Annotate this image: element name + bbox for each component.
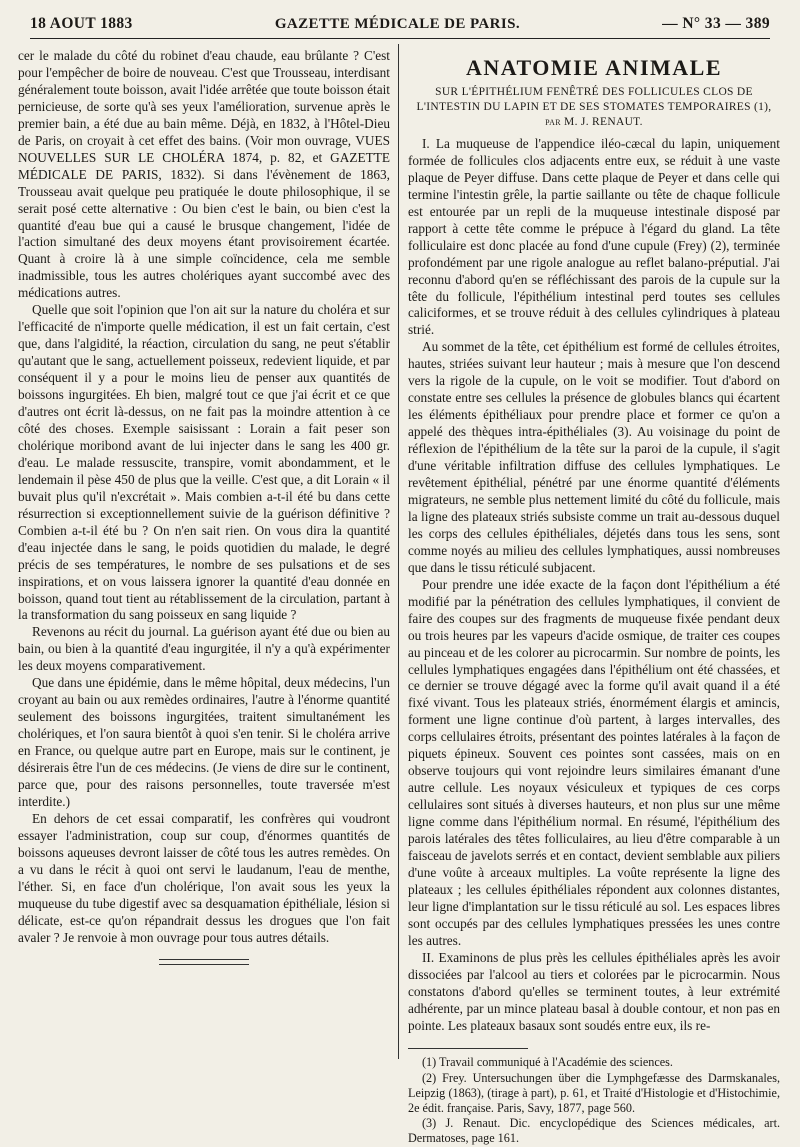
header-date: 18 AOUT 1883 — [30, 15, 133, 32]
footnote: (3) J. Renaut. Dic. encyclopédique des Sciences médicales, art. Dermatoses, page 161. — [408, 1116, 780, 1146]
left-paragraph: En dehors de cet essai comparatif, les confrères qui voudront essayer l'administration, coup sur coup, d'énormes quantités de boissons aqueuses devront laisser de côté tous les autres remèdes. On a vu dans le récit à quoi ont servi le laudanum, l'eau de menthe, l'éther. Si, en face d'un cholérique, l'on avait sous les yeux la muqueuse du tube digestif avec sa desquamation épithéliale, lésion si délicate, est-ce qu'on répandrait dessus les drogues que l'on fait avaler ? Je renvoie à mon ouvrage pour tous autres détails. — [18, 810, 390, 945]
header-journal-title: GAZETTE MÉDICALE DE PARIS. — [274, 15, 521, 32]
page-header — [30, 10, 770, 39]
left-paragraph: Quelle que soit l'opinion que l'on ait sur la nature du choléra et sur l'efficacité de n'importe quelle médication, il est un fait certain, c'est que, dans l'algidité, la réaction, circulation du sang, ne peut s'établir qu'autant que le sang, actuellement poisseux, redevient liquide, et par conséquent il y a pour le moins lieu de penser aux quantités de boissons ingurgitées. Eh bien, malgré tout ce que j'ai écrit et ce que d'autres ont écrit là-dessus, on ne fait pas la moindre attention à ce côté des choses. Exemple saisissant : Lorain a fait peser son cholérique moribond avant de lui injecter dans le sang les 400 gr. d'eau. Le malade ressuscite, transpire, vomit abondamment, et le lendemain il pèse 450 de plus que la veille. C'est que, a dit Lorain « il buvait plus qu'il n'excrétait ». Mais combien a-t-il été bu dans cette résurrection si exceptionnellement suivie de la guérison définitive ? Combien a-t-il été bu ? On n'en sait rien. On vous dira la quantité d'eau injectée dans le sang, le poids quotidien du malade, le degré précis de ses températures, le nombre de ses pulsations et de ses inspirations, et on vous laissera ignorer la quantité d'eau donnée en boisson, quand tout tient au rétablissement de la circulation, partant à la transformation du sang poisseux en sang liquide ? — [18, 302, 390, 623]
footnote-rule — [408, 1048, 528, 1049]
left-column — [18, 48, 390, 1059]
right-column — [408, 48, 780, 1146]
footnote: (1) Travail communiqué à l'Académie des sciences. — [422, 1055, 673, 1070]
right-paragraph: I. La muqueuse de l'appendice iléo-cæcal du lapin, uniquement formée de follicules clos adjacents entre eux, se réduit à une vaste plaque de Peyer diffuse. Dans cette plaque de Peyer et dans celle qui termine l'intestin grêle, la partie saillante ou tête de chaque follicule est entourée par un repli de la muqueuse intestinale disposé par rapport à cette tête comme le prépuce à l'égard du gland. La tête folliculaire est donc placée au fond d'une cupule (Frey) (2), terminée profondément par une rigole analogue au reflet balano-préputial. J'ai reconnu d'abord qu'en se réfléchissant des parois de la cupule sur la tête du follicule, l'épithélium intestinal perd toutes ses cellules caliciformes, et se trouve réduit à des cellules cylindriques à plateau strié. — [408, 135, 780, 338]
footnote: (2) Frey. Untersuchungen über die Lymphgefæsse des Darmskanales, Leipzig (1863), (tirage à part), p. 61, et Traité d'Histologie et d'Histochimie, 2e édit. française. Paris, Savy, 1877, page 560. — [408, 1070, 780, 1116]
column-divider — [398, 44, 399, 1059]
header-page-number: — N° 33 — 389 — [662, 15, 770, 32]
left-paragraph: cer le malade du côté du robinet d'eau chaude, eau brûlante ? C'est pour l'empêcher de boire de nouveau. C'est que Trousseau, interdisant généralement toute boisson, avait l'idée arrêtée que toute boisson était pernicieuse, de sorte qu'à ses yeux l'amélioration, survenue après le premier bain, a été due au bain même. Déjà, en 1832, à l'Hôtel-Dieu de Paris, on croyait à cet effet des bains. (Voir mon ouvrage, VUES NOUVELLES SUR LE CHOLÉRA 1874, p. 82, et GAZETTE MÉDICALE DE PARIS, 1832). Si dans l'évènement de 1863, Trousseau avait quelque peu pratiquée le doute philosophique, il se serait posé cette alternative : Ou bien c'est le bain, ou bien c'est la quantité d'eau bue qui a causé le brusque changement, l'idée de l'action simultané des deux moyens étant provisoirement écartée. Quant à croire là à une simple coïncidence, cela me semble inadmissible, tous les autres cholériques ayant succombé avec des médications autres. — [18, 48, 390, 301]
left-paragraph: Que dans une épidémie, dans le même hôpital, deux médecins, l'un croyant au bain ou aux remèdes ordinaires, l'autre à l'énorme quantité seulement des boissons ingurgitées, traitent simultanément les cholériques, et l'on saura bientôt à quoi s'en tenir. Si le choléra arrive en France, ou quelque autre part en Europe, mais sur le continent, je désirerais être l'un de ces médecins. (Je viens de dire sur le continent, parce que, pour des raisons personnelles, toute traversée m'est interdite.) — [18, 675, 390, 809]
left-paragraph: Revenons au récit du journal. La guérison ayant été due ou bien au bain, ou bien à la quantité d'eau ingurgitée, il n'y a qu'à expérimenter les deux moyens comparativement. — [18, 624, 390, 674]
right-paragraph: II. Examinons de plus près les cellules épithéliales après les avoir dissociées par l'alcool au tiers et colorées par le picrocarmin. Nous constatons d'abord qu'elles se terminent toutes, à leur extrémité adhérente, par un mince plateau basal à double contour, et non pas en pointe. Les plateaux basaux sont soudés entre eux, ils re- — [408, 949, 780, 1033]
article-subtitle: SUR L'ÉPITHÉLIUM FENÊTRÉ DES FOLLICULES CLOS DE L'INTESTIN DU LAPIN ET DE SES STOMATES TEMPORAIRES (1), par M. J. RENAUT. — [416, 85, 772, 128]
section-title: ANATOMIE ANIMALE — [465, 55, 723, 80]
right-paragraph: Au sommet de la tête, cet épithélium est formé de cellules étroites, hautes, striées suivant leur hauteur ; mais à mesure que l'on descend vers la rigole de la cupule, on le voit se modifier. Tout d'abord on constate entre ses cellules la présence de globules blancs qui écartent les éléments épithéliaux pour prendre place et former ce qu'on a appelé des thèques intra-épithéliales (3). Au voisinage du point de réflexion de l'épithélium de la tête sur la paroi de la cupule, il s'agit d'une véritable infiltration diffuse des cellules lymphatiques. Le revêtement épithélial, pénétré par une énorme quantité d'éléments migrateurs, ne semble plus nettement limité du côté du follicule, mais la ligne des plateaux striés subsiste comme un trait au-dessous duquel les corps des cellules épithéliales, déjetés dans tous les sens, sont comme noyés au milieu des cellules lymphatiques, aussi nombreuses que dans le tissu réticulé subjacent. — [408, 339, 780, 575]
right-paragraph: Pour prendre une idée exacte de la façon dont l'épithélium a été modifié par la pénétration des cellules lymphatiques, il convient de faire des coupes sur des fragments de muqueuse fixée pendant deux ou trois heures par les vapeurs d'acide osmique, de traiter ces coupes au pinceau et de les colorer au picrocarmin. Sur nombre de points, les cellules lymphatiques engagées dans l'épithélium ont été chassées, et ce dernier se trouve dégagé avec la forme qu'il avait quand il a été fixé vivant. Tous les plateaux striés, énormément élargis et amincis, forment une ligne continue d'où partent, à larges intervalles, des corps cellulaires étroits, présentant des pointes latérales à la façon de piquets épineux. Souvent ces pointes sont cassées, mais on en observe toujours qui vont rejoindre leurs similaires émanant d'une autre cellule. Les noyaux vésiculeux et typiques de ces corps cellulaires sont situés à diverses hauteurs, et non plus sur une même ligne comme dans l'épithélium normal. En résumé, l'épithélium des parois latérales des têtes folliculaires, au lieu d'être comparable à un faisceau de javelots serrés et en contact, devient semblable aux piliers d'une voûte à arceaux multiples. La voûte représente la ligne des plateaux ; les cellules épithéliales répondent aux colonnes distantes, leur ligne d'implantation sur le tissu réticulé au sol. Les espaces libres sont occupés par des cellules lymphatiques pressées les unes contre les autres. — [408, 576, 780, 948]
end-rule — [159, 959, 249, 965]
